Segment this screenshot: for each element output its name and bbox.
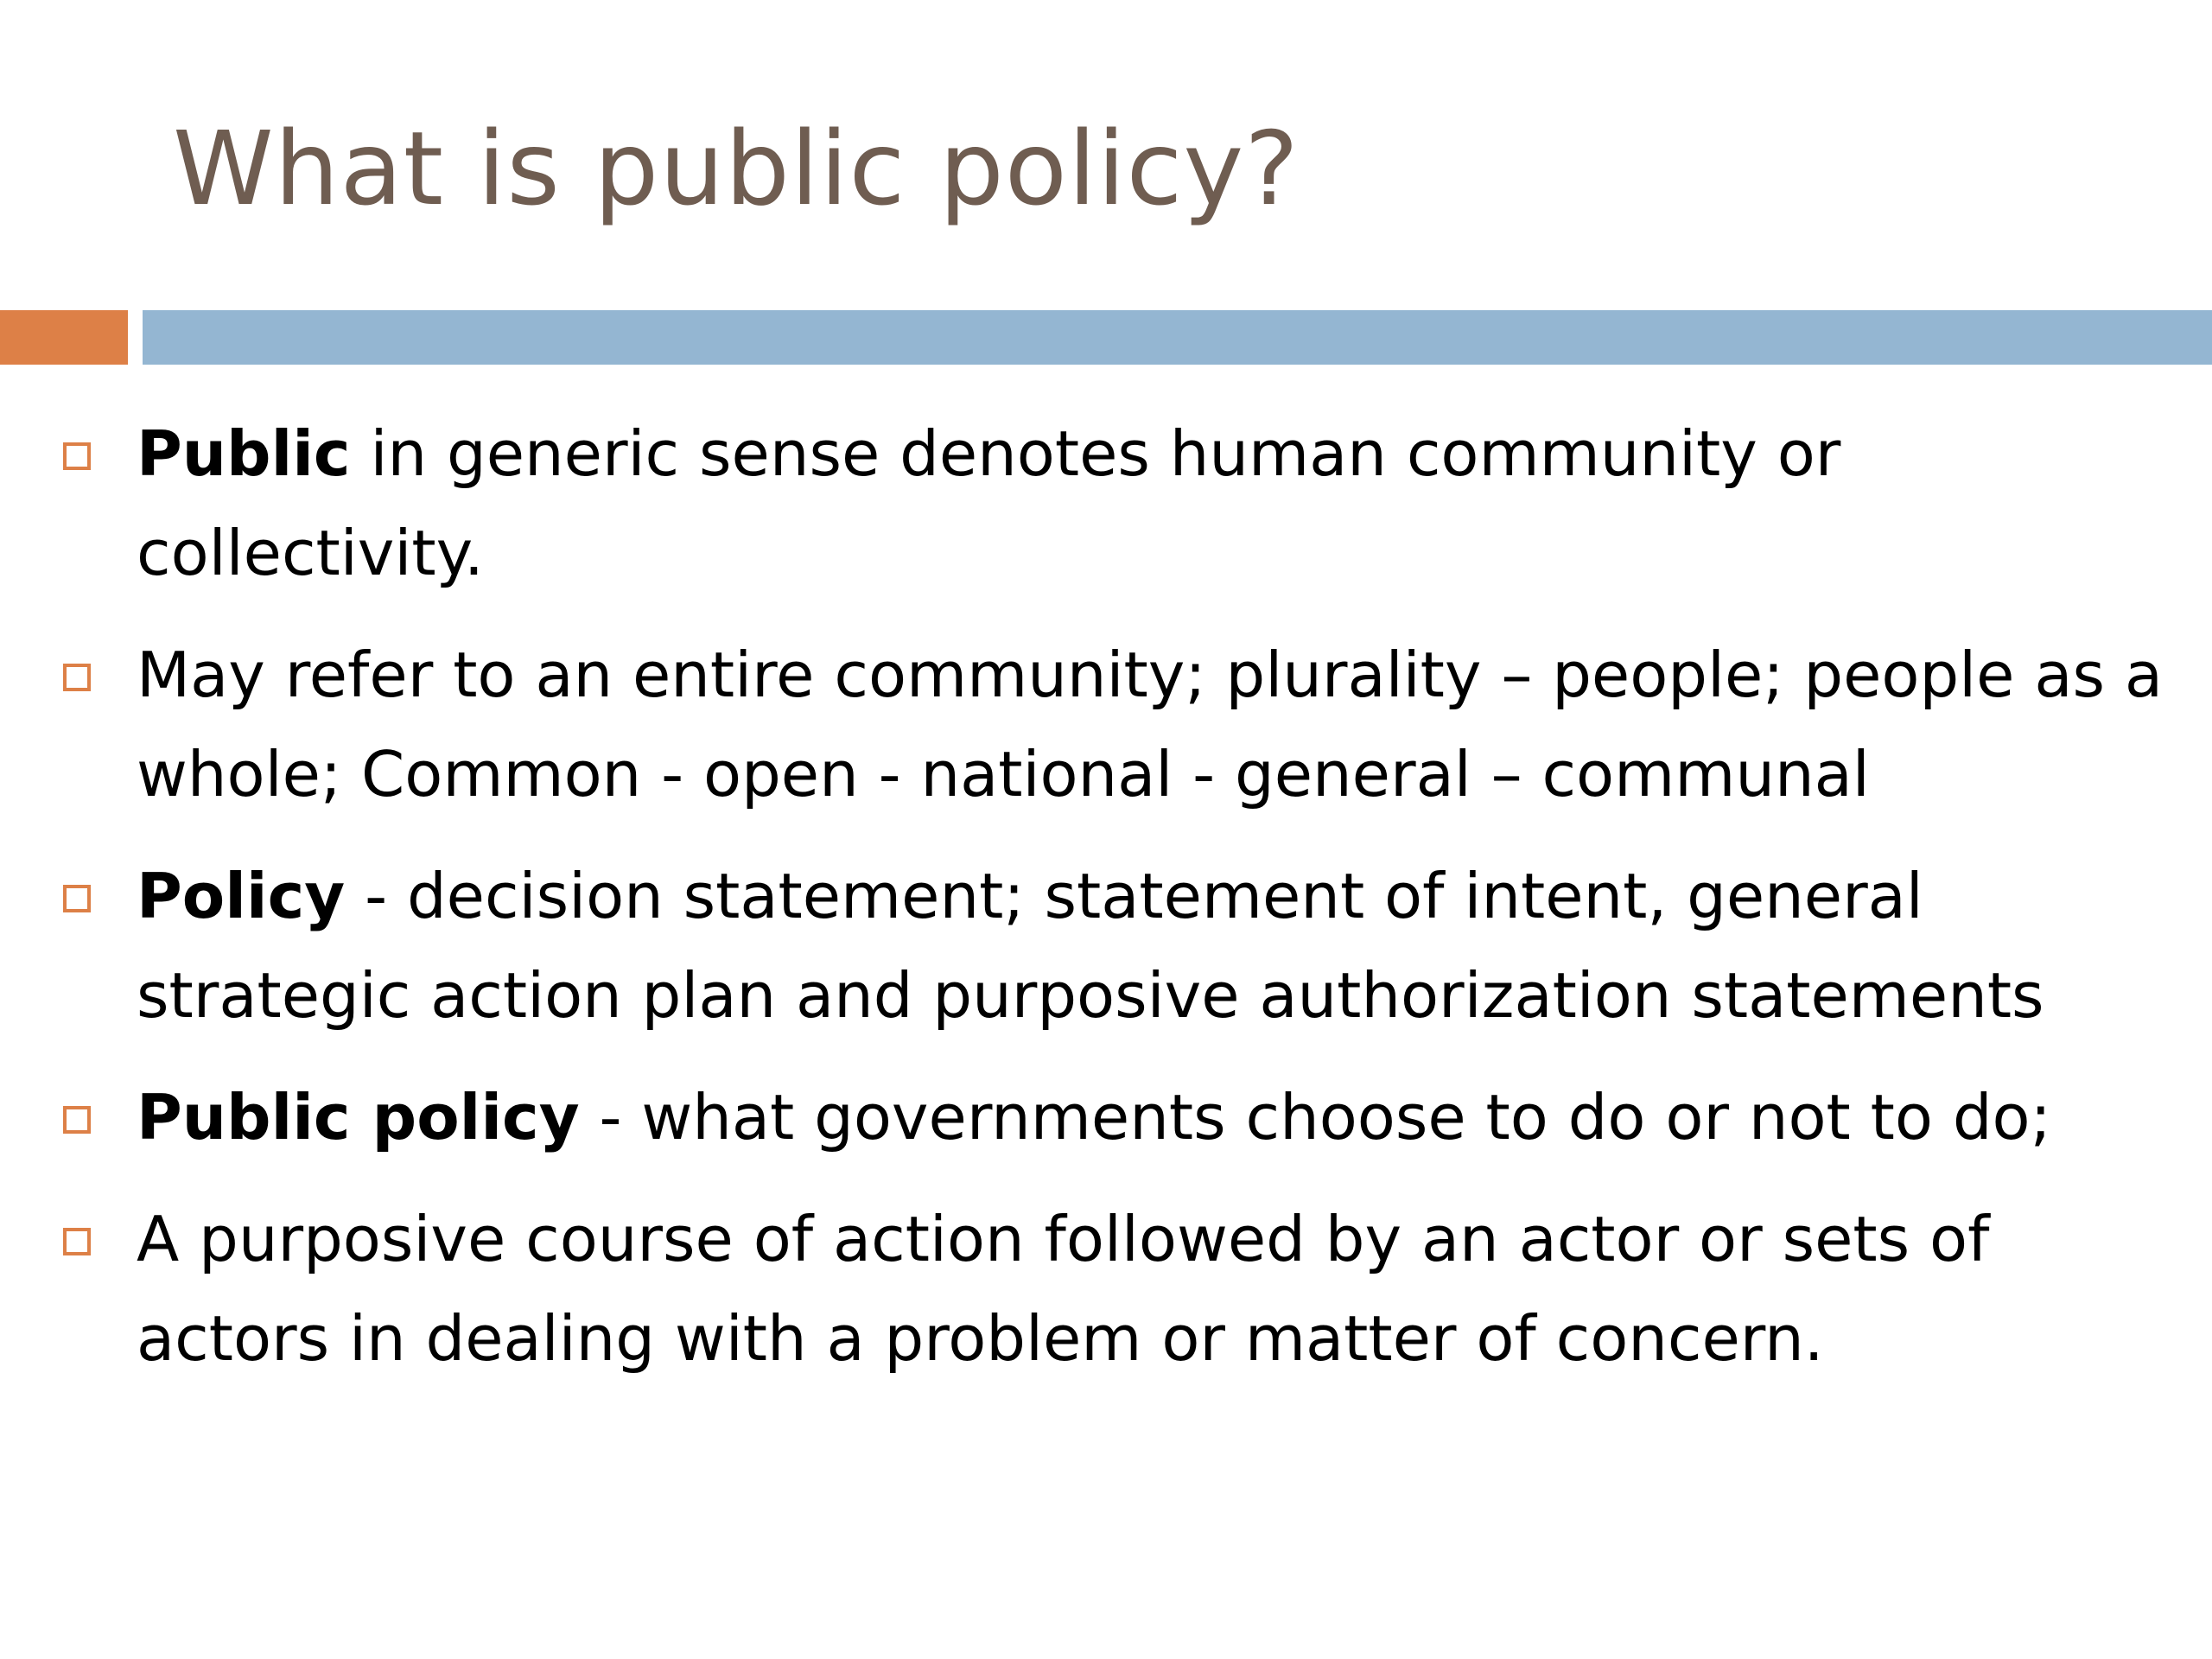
hollow-square-icon bbox=[63, 885, 91, 912]
hollow-square-icon bbox=[63, 442, 91, 470]
bullet-item bbox=[0, 626, 2212, 824]
bullet-text: in generic sense denotes human community or collectivity. bbox=[137, 417, 1841, 589]
bullet-list bbox=[0, 404, 2212, 1411]
bullet-term: Public policy bbox=[137, 1081, 580, 1154]
bullet-text: May refer to an entire community; plurality – people; people as a whole; Common - open - national - general – communal bbox=[137, 639, 2163, 810]
bullet-text: A purposive course of action followed by an actor or sets of actors in dealing with a problem or matter of concern. bbox=[137, 1203, 1990, 1375]
slide-title: What is public policy? bbox=[173, 109, 1300, 228]
accent-bar-orange bbox=[0, 310, 128, 365]
bullet-item bbox=[0, 404, 2212, 603]
hollow-square-icon bbox=[63, 1228, 91, 1255]
bullet-term: Public bbox=[137, 417, 351, 490]
bullet-item bbox=[0, 1190, 2212, 1389]
bullet-text: - what governments choose to do or not to do; bbox=[579, 1081, 2051, 1154]
bullet-item bbox=[0, 847, 2212, 1046]
accent-bar-blue bbox=[143, 310, 2212, 365]
bullet-item bbox=[0, 1068, 2212, 1167]
hollow-square-icon bbox=[63, 664, 91, 691]
hollow-square-icon bbox=[63, 1106, 91, 1134]
bullet-term: Policy bbox=[137, 860, 346, 932]
bullet-text: - decision statement; statement of intent, general strategic action plan and purposive authorization statements bbox=[137, 860, 2044, 1032]
